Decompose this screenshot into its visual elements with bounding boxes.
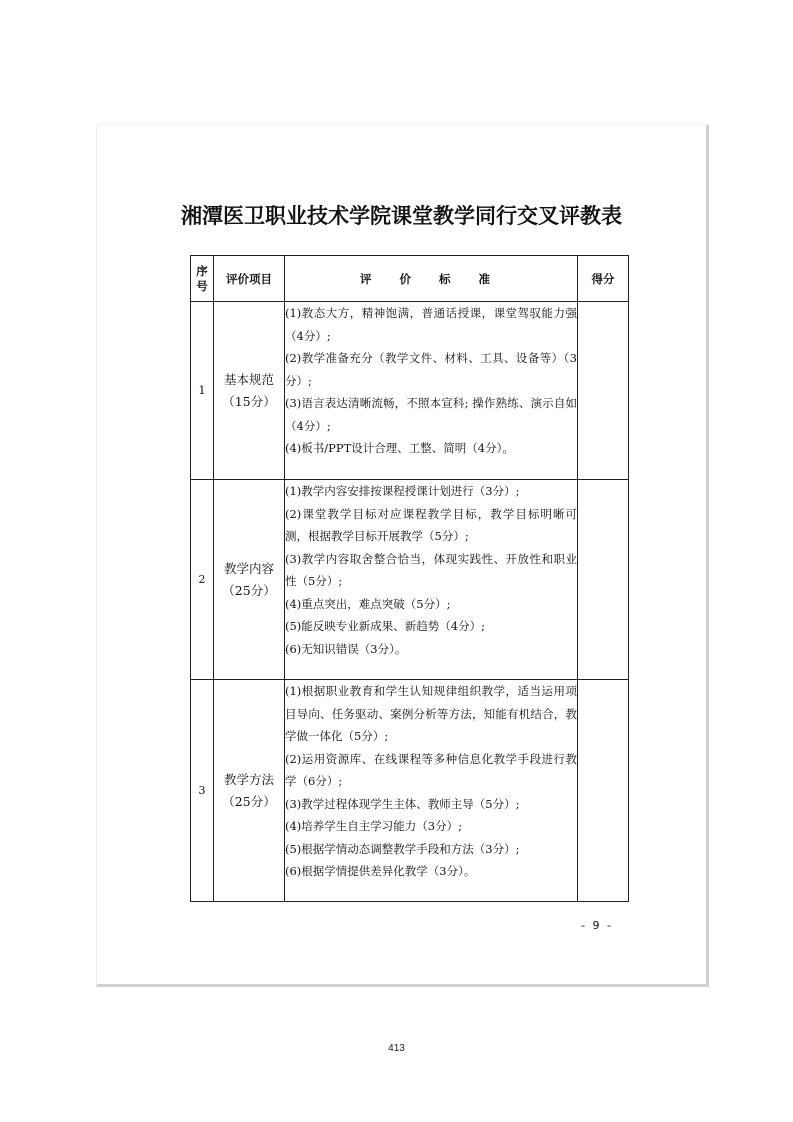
header-serial-number: 序号 <box>191 256 214 302</box>
row-item-points: （15分） <box>222 393 276 409</box>
row-number: 1 <box>191 302 214 480</box>
score-cell <box>578 302 629 480</box>
table-row <box>191 680 629 902</box>
criterion: (4)培养学生自主学习能力（3分）; <box>285 819 462 833</box>
criterion: (3)教学内容取舍整合恰当，体现实践性、开放性和职业性（5分）; <box>285 551 577 588</box>
footer-number: 413 <box>388 1043 405 1054</box>
row-item <box>214 302 285 480</box>
row-item-points: （25分） <box>222 793 276 809</box>
criterion: (3)语言表达清晰流畅，不照本宣科; 操作熟练、演示自如（4分）; <box>285 396 577 433</box>
document-page <box>97 125 709 987</box>
document-title: 湘潭医卫职业技术学院课堂教学同行交叉评教表 <box>181 203 622 228</box>
criterion: (6)根据学情提供差异化教学（3分）。 <box>285 864 476 878</box>
evaluation-table <box>190 255 629 902</box>
criterion: (1)根据职业教育和学生认知规律组织教学，适当运用项目导向、任务驱动、案例分析等方法，知能有机结合，教学做一体化（5分）; <box>285 684 577 743</box>
header-score: 得分 <box>578 256 629 302</box>
criterion: (1)教学内容安排按课程授课计划进行（3分）; <box>285 484 520 498</box>
row-item <box>214 480 285 680</box>
header-evaluation-item: 评价项目 <box>214 256 285 302</box>
criterion: (6)无知识错误（3分）。 <box>285 641 407 656</box>
table-header-row <box>191 256 629 302</box>
row-number: 2 <box>191 480 214 680</box>
row-item-points: （25分） <box>222 582 276 598</box>
criterion: (4)板书/PPT设计合理、工整、简明（4分）。 <box>285 441 514 455</box>
criterion: (2)教学准备充分（教学文件、材料、工具、设备等）（3分）; <box>285 351 577 388</box>
row-item-label: 基本规范 <box>223 371 274 387</box>
row-item-label: 教学方法 <box>223 771 274 787</box>
score-cell <box>578 680 629 902</box>
row-item <box>214 680 285 902</box>
criterion: (2)运用资源库、在线课程等多种信息化教学手段进行教学（6分）; <box>285 751 577 788</box>
score-cell <box>578 480 629 680</box>
row-criteria <box>285 302 578 480</box>
row-item-label: 教学内容 <box>223 560 274 576</box>
row-number: 3 <box>191 680 214 902</box>
header-evaluation-standard: 评 价 标 准 <box>285 256 578 302</box>
page-number: - 9 - <box>581 919 613 932</box>
criterion: (3)教学过程体现学生主体、教师主导（5分）; <box>285 796 520 811</box>
row-criteria <box>285 480 578 680</box>
criterion: (4)重点突出，难点突破（5分）; <box>285 596 451 611</box>
table-row <box>191 480 629 680</box>
table-row <box>191 302 629 480</box>
criterion: (5)能反映专业新成果、新趋势（4分）; <box>285 619 485 633</box>
criterion: (5)根据学情动态调整教学手段和方法（3分）; <box>285 841 520 856</box>
criterion: (2)课堂教学目标对应课程教学目标，教学目标明晰可测，根据教学目标开展教学（5分）; <box>285 506 577 543</box>
criterion: (1)教态大方，精神饱满，普通话授课，课堂驾驭能力强（4分）; <box>285 306 577 343</box>
row-criteria <box>285 680 578 902</box>
